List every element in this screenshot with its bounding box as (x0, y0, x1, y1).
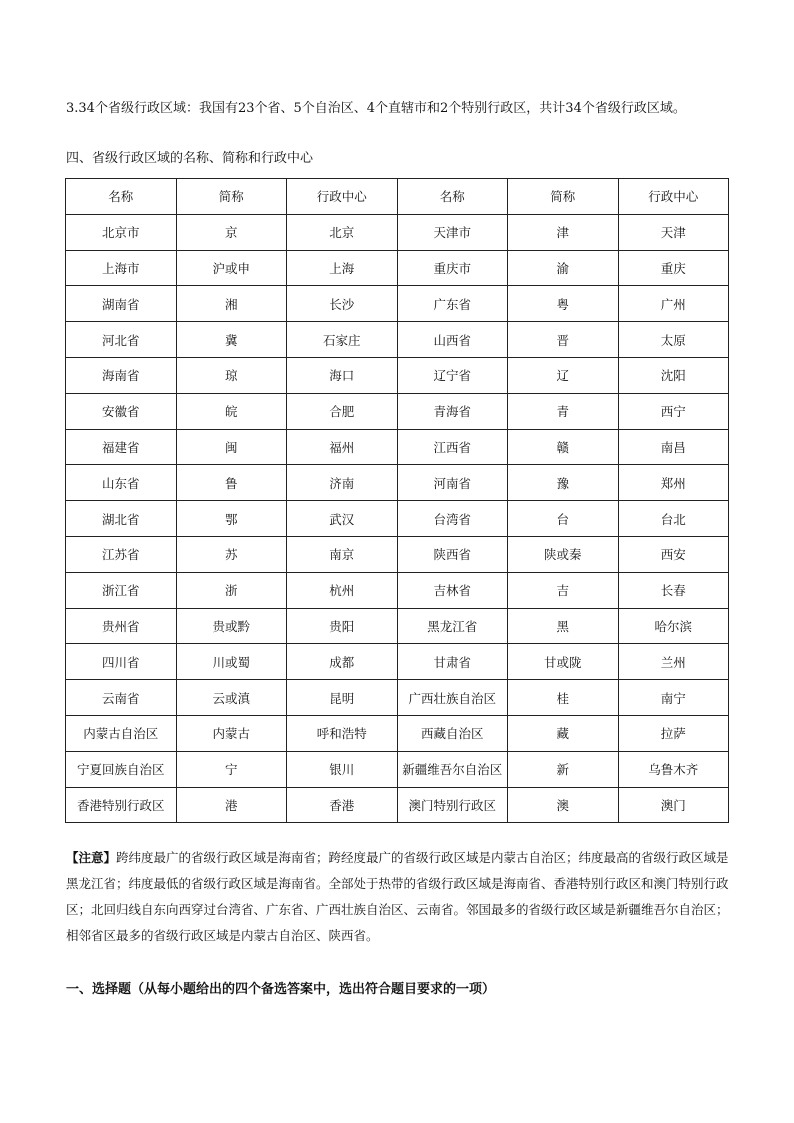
cell-name: 天津市 (397, 214, 508, 250)
cell-name: 广东省 (397, 286, 508, 322)
cell-abbr: 粤 (508, 286, 619, 322)
cell-abbr: 鲁 (176, 465, 287, 501)
cell-name: 新疆维吾尔自治区 (397, 751, 508, 787)
cell-name: 安徽省 (66, 393, 177, 429)
cell-capital: 石家庄 (287, 322, 398, 358)
cell-name: 贵州省 (66, 608, 177, 644)
cell-name: 浙江省 (66, 572, 177, 608)
cell-name: 山东省 (66, 465, 177, 501)
cell-capital: 南京 (287, 536, 398, 572)
cell-name: 青海省 (397, 393, 508, 429)
cell-capital: 长沙 (287, 286, 398, 322)
cell-abbr: 琼 (176, 357, 287, 393)
table-row (66, 787, 729, 823)
cell-capital: 南昌 (618, 429, 729, 465)
cell-name: 河北省 (66, 322, 177, 358)
cell-name: 江西省 (397, 429, 508, 465)
cell-abbr: 湘 (176, 286, 287, 322)
cell-name: 福建省 (66, 429, 177, 465)
table-header-row (66, 179, 729, 215)
header-abbr: 简称 (176, 179, 287, 215)
cell-name: 辽宁省 (397, 357, 508, 393)
cell-abbr: 陕或秦 (508, 536, 619, 572)
cell-abbr: 内蒙古 (176, 715, 287, 751)
cell-capital: 福州 (287, 429, 398, 465)
cell-name: 台湾省 (397, 501, 508, 537)
cell-abbr: 台 (508, 501, 619, 537)
cell-abbr: 桂 (508, 680, 619, 716)
cell-capital: 海口 (287, 357, 398, 393)
table-row (66, 715, 729, 751)
cell-name: 宁夏回族自治区 (66, 751, 177, 787)
cell-abbr: 甘或陇 (508, 644, 619, 680)
section-four-title: 四、省级行政区域的名称、简称和行政中心 (66, 151, 314, 166)
table-row (66, 393, 729, 429)
note-paragraph (66, 845, 730, 949)
cell-abbr: 苏 (176, 536, 287, 572)
cell-name: 海南省 (66, 357, 177, 393)
cell-name: 香港特别行政区 (66, 787, 177, 823)
cell-capital: 北京 (287, 214, 398, 250)
table-row (66, 322, 729, 358)
cell-abbr: 宁 (176, 751, 287, 787)
table-row (66, 465, 729, 501)
cell-name: 西藏自治区 (397, 715, 508, 751)
cell-name: 江苏省 (66, 536, 177, 572)
cell-abbr: 藏 (508, 715, 619, 751)
cell-capital: 银川 (287, 751, 398, 787)
cell-capital: 兰州 (618, 644, 729, 680)
table-row (66, 286, 729, 322)
cell-capital: 天津 (618, 214, 729, 250)
table-row (66, 572, 729, 608)
table-row (66, 429, 729, 465)
cell-abbr: 渝 (508, 250, 619, 286)
section-one-title: 一、选择题（从每小题给出的四个备选答案中，选出符合题目要求的一项） (66, 982, 496, 997)
cell-abbr: 沪或申 (176, 250, 287, 286)
cell-capital: 武汉 (287, 501, 398, 537)
table-body (66, 214, 729, 823)
cell-name: 上海市 (66, 250, 177, 286)
cell-name: 黑龙江省 (397, 608, 508, 644)
note-label: 【注意】 (66, 850, 117, 865)
table-row (66, 501, 729, 537)
cell-name: 重庆市 (397, 250, 508, 286)
header-name: 名称 (66, 179, 177, 215)
header-name: 名称 (397, 179, 508, 215)
cell-name: 四川省 (66, 644, 177, 680)
cell-capital: 台北 (618, 501, 729, 537)
cell-capital: 澳门 (618, 787, 729, 823)
cell-name: 湖南省 (66, 286, 177, 322)
note-text: 跨纬度最广的省级行政区域是海南省；跨经度最广的省级行政区域是内蒙古自治区；纬度最高的省级行政区域是黑龙江省；纬度最低的省级行政区域是海南省。全部处于热带的省级行政区域是海南省、香港特别行政区和澳门特别行政区；北回归线自东向西穿过台湾省、广东省、广西壮族自治区、云南省。邻国最多的省级行政区域是新疆维吾尔自治区；相邻省区最多的省级行政区域是内蒙古自治区、陕西省。 (66, 850, 729, 943)
cell-capital: 呼和浩特 (287, 715, 398, 751)
cell-abbr: 京 (176, 214, 287, 250)
cell-name: 河南省 (397, 465, 508, 501)
cell-capital: 西宁 (618, 393, 729, 429)
cell-capital: 香港 (287, 787, 398, 823)
cell-capital: 沈阳 (618, 357, 729, 393)
cell-capital: 重庆 (618, 250, 729, 286)
cell-abbr: 澳 (508, 787, 619, 823)
cell-capital: 成都 (287, 644, 398, 680)
cell-abbr: 黑 (508, 608, 619, 644)
header-capital: 行政中心 (287, 179, 398, 215)
cell-abbr: 新 (508, 751, 619, 787)
cell-abbr: 豫 (508, 465, 619, 501)
intro-paragraph: 3.34个省级行政区域：我国有23个省、5个自治区、4个直辖市和2个特别行政区，共计34个省级行政区域。 (66, 101, 686, 116)
cell-capital: 乌鲁木齐 (618, 751, 729, 787)
cell-abbr: 辽 (508, 357, 619, 393)
cell-capital: 广州 (618, 286, 729, 322)
cell-name: 广西壮族自治区 (397, 680, 508, 716)
cell-capital: 济南 (287, 465, 398, 501)
header-capital: 行政中心 (618, 179, 729, 215)
cell-abbr: 闽 (176, 429, 287, 465)
table-row (66, 214, 729, 250)
cell-abbr: 川或蜀 (176, 644, 287, 680)
cell-capital: 郑州 (618, 465, 729, 501)
cell-abbr: 云或滇 (176, 680, 287, 716)
cell-abbr: 皖 (176, 393, 287, 429)
cell-capital: 南宁 (618, 680, 729, 716)
cell-name: 云南省 (66, 680, 177, 716)
header-abbr: 简称 (508, 179, 619, 215)
cell-capital: 太原 (618, 322, 729, 358)
cell-capital: 贵阳 (287, 608, 398, 644)
table-row (66, 644, 729, 680)
cell-abbr: 鄂 (176, 501, 287, 537)
province-table (65, 178, 729, 823)
table-row (66, 680, 729, 716)
cell-name: 吉林省 (397, 572, 508, 608)
table-row (66, 357, 729, 393)
cell-name: 山西省 (397, 322, 508, 358)
cell-abbr: 赣 (508, 429, 619, 465)
cell-abbr: 青 (508, 393, 619, 429)
cell-name: 澳门特别行政区 (397, 787, 508, 823)
cell-name: 内蒙古自治区 (66, 715, 177, 751)
cell-capital: 长春 (618, 572, 729, 608)
cell-capital: 哈尔滨 (618, 608, 729, 644)
cell-abbr: 港 (176, 787, 287, 823)
cell-capital: 杭州 (287, 572, 398, 608)
cell-abbr: 浙 (176, 572, 287, 608)
cell-name: 陕西省 (397, 536, 508, 572)
table-row (66, 536, 729, 572)
cell-abbr: 冀 (176, 322, 287, 358)
cell-capital: 昆明 (287, 680, 398, 716)
table-row (66, 608, 729, 644)
cell-name: 北京市 (66, 214, 177, 250)
cell-capital: 上海 (287, 250, 398, 286)
cell-name: 甘肃省 (397, 644, 508, 680)
cell-capital: 西安 (618, 536, 729, 572)
cell-abbr: 吉 (508, 572, 619, 608)
cell-abbr: 贵或黔 (176, 608, 287, 644)
table-row (66, 751, 729, 787)
cell-abbr: 晋 (508, 322, 619, 358)
cell-abbr: 津 (508, 214, 619, 250)
cell-capital: 合肥 (287, 393, 398, 429)
table-row (66, 250, 729, 286)
cell-capital: 拉萨 (618, 715, 729, 751)
cell-name: 湖北省 (66, 501, 177, 537)
